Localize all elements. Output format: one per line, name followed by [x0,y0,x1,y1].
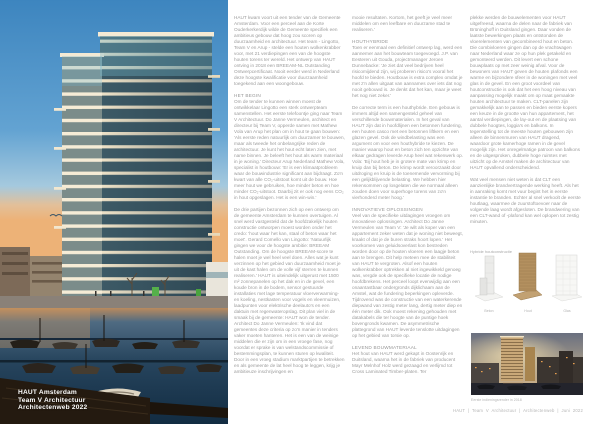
paragraph: Het hout van HAUT werd gekapt in Oostenrijk en Duitsland, waarna het in de fabriek van producent Mayr Melnhof Holz werd gezaagd en verlijmd tot Cross Laminated Timber-platen. Ter [352,351,456,374]
paragraph: mooie resultaten. Kortom, het geeft je veel meer middelen om een leefbare en duurzame stad te realiseren.' [352,15,453,32]
render-caption: Eerste indieningsrender in 2018 [471,398,522,402]
hero-caption-line1: HAUT Amsterdam [18,389,77,396]
concrete-core-diagram-icon [472,251,506,303]
diagram-label-hout: Hout [524,309,532,313]
paragraph: De correcte term is een houthybride. Een gebouw is immers altijd een samengesteld geheel van verschillende bouwmaterialen. In het geval van HAUT zijn dat in hoofdlijnen een betonnen fundering, een houten casco met een betonnen liftkern en een glazen gevel. Ook de windbelasting was een argument om voor een houthybride te kiezen. De manier waarop hout en beton zich ten opzichte van elkaar gedragen leverde Arup heel wat rekenwerk op. Vola: 'Bij hout heb je in grotere mate van krimp en kruip dan bij beton. De krimp wordt veroorzaakt door uitdroging en kruip is de toenemende vervorming bij een gelijkblijvende belasting. We hebben hier rekensommen op losgelaten die we normaal alleen zouden doen voor superhoge torens van zo'n vierhonderd meter hoog.' [352,105,464,200]
paragraph: De drie partijen bezonnen zich op een ontwerp om de gemeente Amsterdam te kunnen overtuigen. Al snel werd vastgesteld dat de hoofdzakelijk houten constructie ontworpen moest worden onder het credo: 'hout waar het kan, staal of beton waar het moet'. Gerard Comello van Lingotto: 'Natuurlijk gingen we voor de hoogste ambitie: BREEAM Outstanding. Om de hoogste BREEAM-score te halen moet je wel heel veel doen. Alles wat je kunt verzinnen op het gebied van duurzaamheid moet je uit de kast halen om de volle vijf sterren te kunnen realiseren.' HAUT is uiteindelijk uitgerust met 1500 m² zonnepanelen op het dak en in de gevel, een koude bron in de bodem, sensor gestuurde installaties met lage temperatuur vloerverwarming- en koeling, nestkasten voor vogels en vleermuizen, laadpunten voor elektrische deelauto's en een daktuin met regenwateropslag. Dit plan viel in de smaak bij de gemeente: HAUT won de tender. Architect Do Janne Vermeulen: 'Ik vind dat gemeentes deze criteria op zo'n manier in tenders vaker moeten hanteren. Het is een van de weinige middelen die er zijn om in een vroege fase, nog voordat er sprake is van welstandscommissie of bestemmingsplan, te kunnen sturen op kwaliteit. Door in een vroeg stadium marktpartijen te betrekken en als gemeente de lat heel hoog te leggen, krijg je ambitieuze inschrijvingen en [234,207,345,374]
glass-facade-diagram-icon [550,251,584,303]
diagram-caption: Hybride houtconstructie [470,249,513,254]
article-column-2 [352,15,463,381]
hero-caption-line3: Architectenweb 2022 [18,404,88,412]
section-heading-innovatieve-oplossingen: INNOVATIEVE OPLOSSINGEN [352,207,423,212]
paragraph-intro: HAUT kwam voort uit een tender van de Gemeente Amsterdam. Voor een perceel aan de Korte Ouderkerkerdijk wilde de Gemeente specifiek een ambitieus gebouw dat hoog zou scoren op duurzaamheid en architectuur. Het team - Lingotto, Team V en Arup - stelde een houten wolkenkrabber voor, met 21 verdiepingen een van de hoogste houten torens ter wereld. Het ontwerp van HAUT ontving in 2018 een BREEAM-NL Outstanding Ontwerpcertificaat. Nooit eerder werd in Nederland deze hoogste kwalificatie voor duurzaamheid toegekend aan een woongebouw. [234,15,341,86]
diagram-hout [511,251,545,313]
diagram-label-beton: Beton [484,309,494,313]
hero-caption-line2: Team V Architectuur [18,396,86,404]
article-body [234,15,583,381]
paragraph: Toen er eenmaal een definitief ontwerp lag, werd een aannemer aan het bouwteam toegevoegd. J.P. van Eesteren uit Gouda, projectmanager Jeroen Dunnebacke: 'Je ziet dat veel bedrijven heel risicomijdend zijn, wij proberen risico's vooral het hoofd te bieden. Houtbouw is extra complex omdat je met z'n allen uitgaat van aannames over iets dat nog nooit gebouwd is. Je denkt dat het kan, maar je weet het nog niet zeker.' [352,45,463,98]
hero-photo [0,0,228,424]
section-heading-het-begin: HET BEGIN [234,93,261,98]
section-heading-levend-bouwmateriaal: LEVEND BOUWMATERIAAL [352,345,417,350]
hero-photo-illustration [0,0,228,424]
construction-diagrams [472,257,584,313]
page-footer: HAUT | Team V Architectuur | Architectenweb | Juni 2022 [452,408,583,413]
paragraph: plekke werden de bouwelementen voor HAUT uitgefreesd, waarna de delen naar de fabriek van Brüninghoff in Duitsland gingen. Daar vonden de laatste bewerkingen plaats en ontstonden de vloerelementen van gecombineerd hout en beton. Die combivloeren gingen dan op de vrachtwagen naar Nederland waar ze op hun plek getakeld en gemonteerd werden. Dit levert een schone bouwplaats op met zeer weinig afval. Voor de bewoners van HAUT geven de houten plafonds een warme en bijzondere sfeer in de woningen met veel glas in de gevel. En een groot voordeel van houtconstructie is ook dat het een hoog niveau van aanpassing mogelijk maakt om op maat gemaakte houten architectuur te maken. CLT-panelen zijn gemakkelijk aan te passen en bieden eerste kopers een keuze in de grootte van hun appartement, het aantal verdiepingen, de lay-out en de plaatsing van dubbele hoogtes, loggia's en balkons. In tegenstelling tot de meeste houten gebouwen zijn alleen de binnenmuren van HAUT dragend, waardoor grote kamerhoge ramen in de gevel mogelijk zijn. Het onregelmatige patroon van balkons en de uitgesproken, dubbele hoge ruimtes met uitzicht op de Amstel maken de architectuur van HAUT opvallend onderscheidend. [470,15,580,170]
hero-caption [18,389,87,412]
paragraph: Wat veel mensen niet weten is dat CLT een aanzienlijke brandvertragende werking heeft. Als het in aanraking komt met vuur begint het in eerste instantie te branden. Echter al snel verkoolt de eerste houtlaag, waarmee de zuurstoftoevoer naar de volgende laag wordt afgesloten. De brandwering van een CLT-wand of -plafond kan wel oplopen tot zestig minuten. [470,177,581,224]
section-heading-houthybride: HOUTHYBRIDE [352,39,389,44]
article-column-1 [234,15,345,381]
diagram-beton [472,251,506,313]
render-photo-illustration [471,333,583,395]
timber-structure-diagram-icon [511,251,545,303]
render-photo [471,333,583,395]
paragraph: Veel van de specifieke uitdagingen vroegen om innovatieve oplossingen. Architect Do Janne Vermeulen van Team V: 'Je wilt als koper van een appartement zeker weten dat je woning niet beweegt, kraakt of dat je de buren straks hoort lopen.' Het voorkomen van geluidsoverlast kon bestreden worden door op de houten vloeren een laagje beton aan te brengen. Dit help meteen mee de stabiliteit van HAUT te vergroten. Alsof een houten wolkenkrabber optrekken al niet ingewikkeld genoeg was, vergde ook de specifieke locatie de nodige hoofdbrekens. Het perceel loopt evenwijdig aan een onaantastbaar ondergronds dijklichaam aan de Amstel, wat de fundering beperkingen opleverde. Tijdrovend was de constructie van een waterkerende diepwand van zestig meter lang, dertig meter diep en één meter dik. Ook moest rekening gehouden met datakabels die ter hoogte van de puntige hoek bovengronds kwamen. De asymmetrische plattegrond van HAUT leverde tenslotte uitdagingen op het gebied van torsie op. [352,213,464,338]
article-column-3 [470,15,581,381]
haut-tower [54,32,220,302]
paragraph: Om de tender te kunnen winnen moest de ontwikkelaar Lingotto een sterk ontwerpteam samenstellen. Het eerste telefoontje ging naar Team V Architectuur. Do Janne Vermeulen, architect en directeur bij Team V, opperde samen met Mathew Vola van Arup het plan om in hout te gaan bouwen: 'Als eerste reden natuurlijk om duurzamer te bouwen, maar als tweede het onbelangrijke reden de architectuur. Je kunt het hout echt laten zien, met name binnen. Je beleeft het hout als warm materiaal in je woning.' Directeur Arup Nederland Mathew Vola, specialist in houtbouw: 'Er is een klimaatprobleem waar de bouwindustrie significant aan bijdraagt. Zo'n kwart van alle CO₂-uitstoot komt uit de bouw. Hoe meer hout we gebruiken, hoe minder beton en hoe minder CO₂-uitstoot. Daarbij zit er ook nog eens CO₂ in hout opgeslagen. Het is een win-win.' [234,99,345,200]
diagram-label-glas: Glas [563,309,571,313]
diagram-glas [550,251,584,313]
green-container [152,287,159,296]
